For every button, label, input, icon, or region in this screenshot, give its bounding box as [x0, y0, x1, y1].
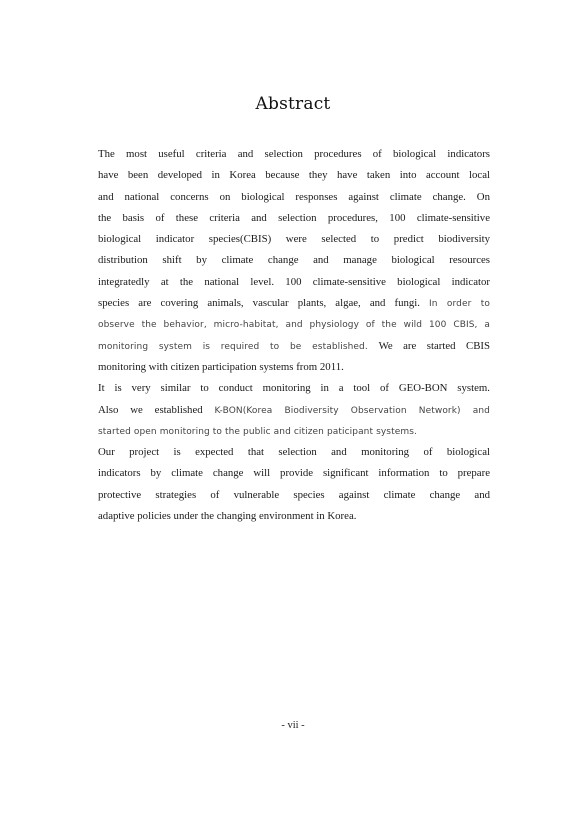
abstract-body	[98, 146, 490, 529]
abstract-title: Abstract	[255, 94, 331, 114]
abstract-line-segment: We are started CBIS	[378, 339, 491, 352]
abstract-line: and national concerns on biological responses against climate change. On	[98, 190, 490, 203]
abstract-line: biological indicator species(CBIS) were selected to predict biodiversity	[98, 233, 490, 246]
abstract-line	[98, 316, 490, 337]
abstract-line	[98, 338, 490, 359]
abstract-line	[98, 295, 490, 316]
abstract-line: distribution shift by climate change and manage biological resources	[98, 254, 490, 267]
abstract-line: indicators by climate change will provide significant information to prepare	[98, 467, 490, 480]
abstract-line: It is very similar to conduct monitoring in a tool of GEO-BON system.	[98, 382, 490, 395]
abstract-line-segment: species are covering animals, vascular plants, algae, and fungi.	[98, 297, 430, 310]
abstract-line-segment: In order to	[429, 299, 490, 310]
abstract-line: integratedly at the national level. 100 climate-sensitive biological indicator	[98, 275, 490, 288]
abstract-line-segment: Also we established	[98, 403, 215, 416]
abstract-line-segment: monitoring system is required to be established.	[98, 341, 379, 352]
abstract-line-segment: started open monitoring to the public and citizen paticipant systems.	[98, 426, 417, 437]
abstract-line: The most useful criteria and selection procedures of biological indicators	[98, 148, 490, 160]
abstract-line: adaptive policies under the changing environment in Korea.	[98, 510, 357, 523]
abstract-line: the basis of these criteria and selection procedures, 100 climate-sensitive	[98, 211, 490, 224]
abstract-line-segment: K-BON(Korea Biodiversity Observation Network) and	[214, 405, 490, 416]
abstract-line: have been developed in Korea because they have taken into account local	[98, 169, 490, 182]
abstract-line-segment: observe the behavior, micro-habitat, and physiology of the wild 100 CBIS, a	[98, 320, 490, 331]
abstract-line	[98, 402, 490, 423]
page-number: - vii -	[281, 720, 305, 731]
abstract-line: monitoring with citizen participation systems from 2011.	[98, 360, 344, 373]
abstract-line	[98, 423, 490, 444]
abstract-line: protective strategies of vulnerable species against climate change and	[98, 488, 490, 501]
abstract-line: Our project is expected that selection and monitoring of biological	[98, 446, 490, 459]
